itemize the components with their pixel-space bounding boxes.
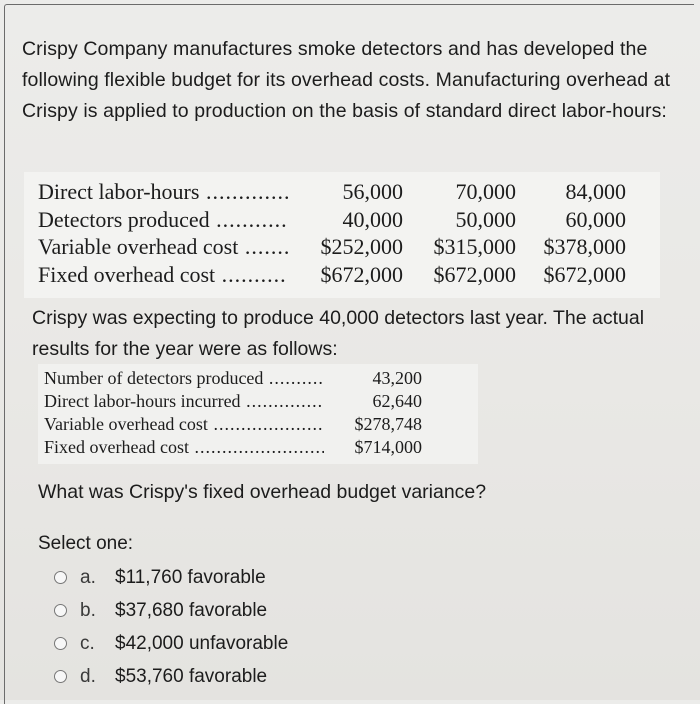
option-text: $11,760 favorable	[115, 567, 266, 588]
cell-value: $315,000	[433, 234, 516, 259]
intro-paragraph: Crispy Company manufactures smoke detectors and has developed the following flexible budget for its overhead costs. Manufacturing overhead at Crispy is applied to production on the basis of standard direct labor-hours:	[22, 38, 671, 122]
cell-value: $278,748	[354, 414, 422, 434]
radio-button[interactable]	[54, 637, 67, 650]
option-letter: a.	[80, 567, 96, 588]
question-text: What was Crispy's fixed overhead budget variance?	[38, 481, 487, 503]
row-label: Detectors produced .....	[38, 206, 288, 234]
cell-value: 84,000	[565, 179, 626, 204]
row-label: Variable overhead cost .....	[38, 233, 288, 261]
cell-value: 40,000	[342, 207, 403, 232]
row-label: Variable overhead cost .....	[44, 413, 324, 436]
option-text: $37,680 favorable	[115, 600, 268, 621]
option-text: $42,000 unfavorable	[115, 633, 289, 654]
row-label: Number of detectors produced .....	[44, 367, 324, 390]
cell-value: $672,000	[433, 262, 516, 287]
row-label: Fixed overhead cost .....	[44, 436, 324, 459]
option-text: $53,760 favorable	[115, 666, 268, 687]
option-letter: b.	[80, 600, 96, 621]
actual-results-intro: Crispy was expecting to produce 40,000 detectors last year. The actual results for the year were as follows:	[32, 307, 645, 360]
row-label: Fixed overhead cost .....	[38, 261, 288, 289]
radio-button[interactable]	[54, 604, 67, 617]
cell-value: $378,000	[543, 234, 626, 259]
cell-value: 60,000	[565, 207, 626, 232]
cell-value: 62,640	[372, 391, 422, 411]
radio-button[interactable]	[54, 670, 67, 683]
cell-value: 70,000	[455, 179, 516, 204]
cell-value: $672,000	[320, 262, 403, 287]
cell-value: 50,000	[455, 207, 516, 232]
cell-value: 43,200	[372, 368, 422, 388]
flexible-budget-table	[24, 172, 660, 298]
select-one-label: Select one:	[38, 533, 134, 554]
row-label: Direct labor-hours .....	[38, 178, 288, 206]
cell-value: $714,000	[354, 437, 422, 457]
radio-button[interactable]	[54, 571, 67, 584]
actual-results-table	[38, 364, 478, 464]
cell-value: $672,000	[543, 262, 626, 287]
option-letter: c.	[80, 633, 95, 654]
option-letter: d.	[80, 666, 96, 687]
row-label: Direct labor-hours incurred .....	[44, 390, 324, 413]
cell-value: 56,000	[342, 179, 403, 204]
cell-value: $252,000	[320, 234, 403, 259]
